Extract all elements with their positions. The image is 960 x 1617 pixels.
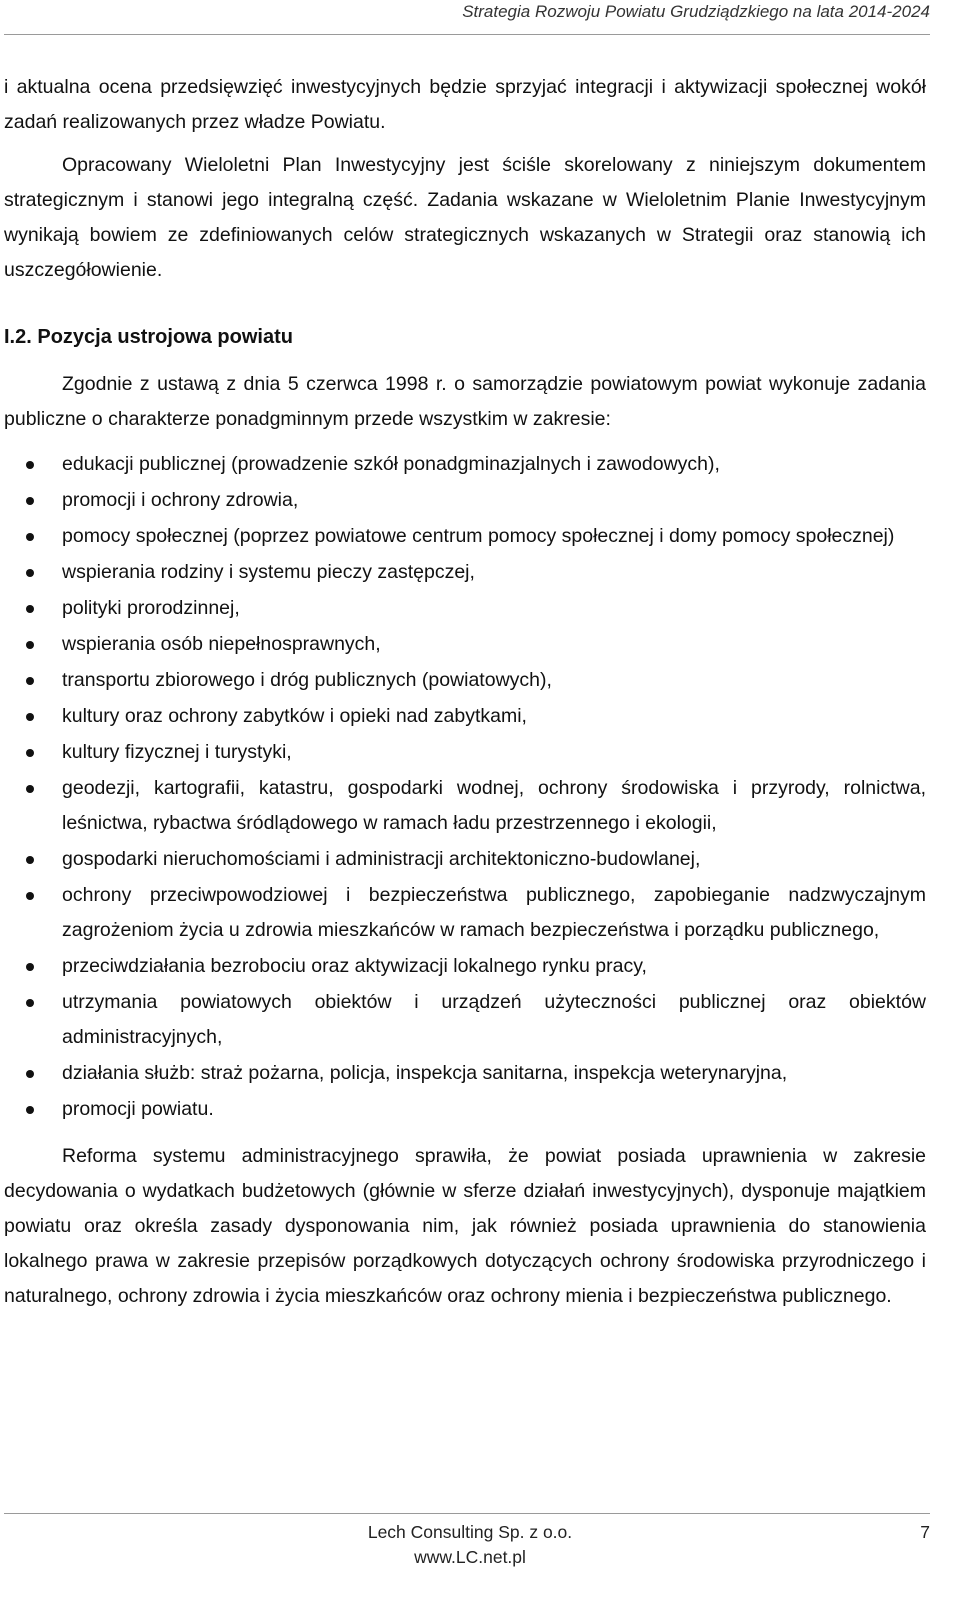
list-item: transportu zbiorowego i dróg publicznych (powiatowych),	[62, 663, 926, 698]
bullet-icon	[26, 605, 34, 613]
list-item: polityki prorodzinnej,	[62, 591, 926, 626]
running-header: Strategia Rozwoju Powiatu Grudziądzkiego na lata 2014-2024	[462, 2, 930, 21]
paragraph-statute: Zgodnie z ustawą z dnia 5 czerwca 1998 r. o samorządzie powiatowym powiat wykonuje zadania publiczne o charakterze ponadgminnym przede wszystkim w zakresie:	[4, 373, 926, 430]
bullet-icon	[26, 497, 34, 505]
page-number: 7	[920, 1522, 930, 1542]
bullet-icon	[26, 677, 34, 685]
list-item: przeciwdziałania bezrobociu oraz aktywizacji lokalnego rynku pracy,	[62, 949, 926, 984]
bullet-icon	[26, 533, 34, 541]
list-item: kultury oraz ochrony zabytków i opieki nad zabytkami,	[62, 699, 926, 734]
bullet-icon	[26, 892, 34, 900]
header-divider	[4, 34, 930, 35]
list-item: kultury fizycznej i turystyki,	[62, 735, 926, 770]
paragraph-plan: Opracowany Wieloletni Plan Inwestycyjny jest ściśle skorelowany z niniejszym dokumentem strategicznym i stanowi jego integralną część. Zadania wskazane w Wieloletnim Planie Inwestycyjnym wynikają bowiem ze zdefiniowanych celów strategicznych wskazanych w Strategii oraz stanowią ich uszczegółowienie.	[4, 154, 926, 281]
section-heading: I.2. Pozycja ustrojowa powiatu	[4, 326, 293, 348]
bullet-icon	[26, 785, 34, 793]
page-body	[4, 70, 926, 1314]
list-item: wspierania rodziny i systemu pieczy zastępczej,	[62, 555, 926, 590]
list-item: ochrony przeciwpowodziowej i bezpieczeństwa publicznego, zapobieganie nadzwyczajnym zagrożeniom życia u zdrowia mieszkańców w ramach bezpieczeństwa i porządku publicznego,	[62, 878, 926, 948]
list-item: promocji powiatu.	[62, 1092, 926, 1127]
paragraph-reform: Reforma systemu administracyjnego sprawiła, że powiat posiada uprawnienia w zakresie decydowania o wydatkach budżetowych (głównie w sferze działań inwestycyjnych), dysponuje majątkiem powiatu oraz określa zasady dysponowania nim, jak również posiada uprawnienia do stanowienia lokalnego prawa w zakresie przepisów porządkowych dotyczących ochrony środowiska przyrodniczego i naturalnego, ochrony zdrowia i życia mieszkańców oraz ochrony mienia i bezpieczeństwa publicznego.	[4, 1145, 926, 1307]
paragraph-continuation: i aktualna ocena przedsięwzięć inwestycyjnych będzie sprzyjać integracji i aktywizacji społecznej wokół zadań realizowanych przez władze Powiatu.	[4, 76, 926, 133]
list-item: geodezji, kartografii, katastru, gospodarki wodnej, ochrony środowiska i przyrody, rolnictwa, leśnictwa, rybactwa śródlądowego w ramach ładu przestrzennego i ekologii,	[62, 771, 926, 841]
list-item: pomocy społecznej (poprzez powiatowe centrum pomocy społecznej i domy pomocy społecznej)	[62, 519, 926, 554]
bullet-icon	[26, 1070, 34, 1078]
bullet-icon	[26, 856, 34, 864]
bullet-icon	[26, 963, 34, 971]
list-item: promocji i ochrony zdrowia,	[62, 483, 926, 518]
footer-company: Lech Consulting Sp. z o.o.	[367, 1522, 573, 1542]
bullet-icon	[26, 713, 34, 721]
bullet-icon	[26, 999, 34, 1007]
bullet-icon	[26, 569, 34, 577]
list-item: utrzymania powiatowych obiektów i urządzeń użyteczności publicznej oraz obiektów administracyjnych,	[62, 985, 926, 1055]
footer-divider	[4, 1513, 930, 1514]
list-item: edukacji publicznej (prowadzenie szkół ponadgminazjalnych i zawodowych),	[62, 447, 926, 482]
footer-url: www.LC.net.pl	[414, 1547, 526, 1567]
task-list	[4, 447, 926, 1127]
list-item: działania służb: straż pożarna, policja, inspekcja sanitarna, inspekcja weterynaryjna,	[62, 1056, 926, 1091]
bullet-icon	[26, 749, 34, 757]
list-item: gospodarki nieruchomościami i administracji architektoniczno-budowlanej,	[62, 842, 926, 877]
list-item: wspierania osób niepełnosprawnych,	[62, 627, 926, 662]
bullet-icon	[26, 461, 34, 469]
bullet-icon	[26, 641, 34, 649]
bullet-icon	[26, 1106, 34, 1114]
